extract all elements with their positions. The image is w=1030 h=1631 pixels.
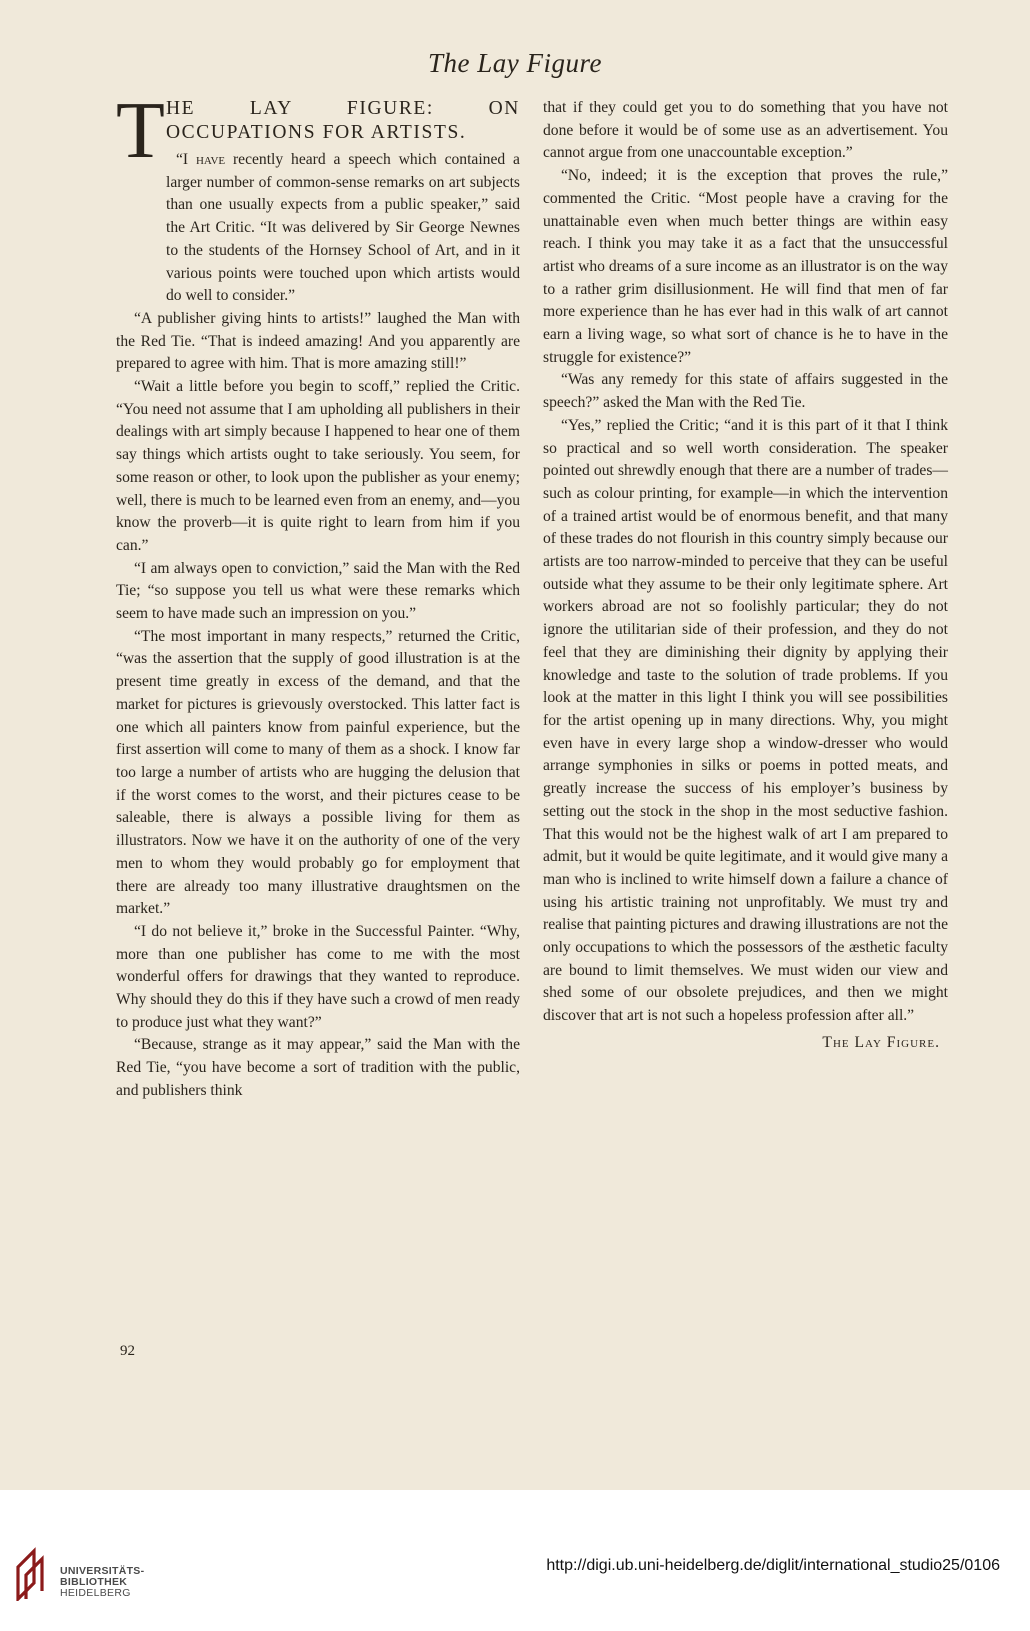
right-column <box>543 97 948 1055</box>
paragraph: “Because, strange as it may appear,” said the Man with the Red Tie, “you have become a sort of tradition with the public, and publishers think <box>116 1036 520 1099</box>
headline-text: HE LAY FIGURE: ON OCCUPATIONS FOR ARTISTS. <box>166 98 520 143</box>
library-line: UNIVERSITÄTS- <box>60 1565 145 1577</box>
drop-cap: T <box>116 87 167 175</box>
paragraph: “The most important in many respects,” returned the Critic, “was the assertion that the supply of good illustration is at the present time greatly in excess of the demand, and that the market for pictures is grievously overstocked. This latter fact is one which all painters know from painful experience, but the first assertion will come to many of them as a shock. I know far too large a number of artists who are hugging the delusion that if the worst comes to the worst, and their pictures cease to be saleable, there is always a possible living for them as illustrators. Now we have it on the authority of one of the very men to whom they would probably go for employment that there are already too many illustrative draughtsmen on the market.” <box>116 627 520 918</box>
first-paragraph-text: recently heard a speech which contained a larger number of common-sense remarks on art subjects than one usually expects from a public speaker,” said the Art Critic. “It was delivered by Sir George Newnes to the students of the Hornsey School of Art, and in it various points were touched upon which artists would do well to consider.” <box>166 151 520 305</box>
paragraph: “Wait a little before you begin to scoff,” replied the Critic. “You need not assume that I am upholding all publishers in their dealings with art simply because I happened to hear one of them say things which artists ought to take seriously. You seem, for some reason or other, to look upon the publisher as your enemy; well, there is much to be learned even from an enemy, and—you know the proverb—it is quite right to learn from him if you can.” <box>116 378 520 554</box>
paragraph-continuation: that if they could get you to do something that you have not done before it would be of some use as an advertisement. You cannot argue from one unaccountable exception.” <box>543 99 948 162</box>
signature: The Lay Figure. <box>822 1033 940 1051</box>
left-column <box>116 87 520 1103</box>
paragraph: “A publisher giving hints to artists!” laughed the Man with the Red Tie. “That is indeed amazing! And you apparently are prepared to agree with him. That is more amazing still!” <box>116 309 520 373</box>
paragraph: “Was any remedy for this state of affairs suggested in the speech?” asked the Man with the Red Tie. <box>543 371 948 412</box>
library-name <box>60 1566 144 1599</box>
library-line: HEIDELBERG <box>60 1587 131 1599</box>
paragraph: “Yes,” replied the Critic; “and it is this part of it that I think so practical and so well worth consideration. The speaker pointed out shrewdly enough that there are a number of trades—such as colour printing, for example—in which the intervention of a trained artist would be of enormous benefit, and that many of these trades do not flourish in this country simply because our artists are too narrow-minded to perceive that they can be useful outside what they assume to be their only legitimate sphere. Art workers abroad are not so foolishly particular; they do not ignore the utilitarian side of their profession, and they do not feel that they are diminishing their dignity by applying their knowledge and taste to the solution of trade problems. If you look at the matter in this light I think you will see possibilities for the artist opening up in many directions. Why, you might even have in every large shop a window-dresser who would arrange symphonies in silks or poems in potted meats, and greatly increase the success of his employer’s business by setting out the stock in the shop in the most seductive fashion. That this would not be the highest walk of art I am prepared to admit, but it would be quite legitimate, and it would give many a man who is inclined to write himself down a failure a chance of using his artistic training not unprofitably. We must try and realise that painting pictures and drawing illustrations are not the only occupations to which the possessors of the æsthetic faculty are bound to limit themselves. We must widen our view and shed some of our obsolete prejudices, and then we might discover that art is not such a hopeless profession after all.” <box>543 416 948 1025</box>
first-paragraph-lead: “I have <box>176 151 226 168</box>
running-head: The Lay Figure <box>428 48 602 78</box>
first-paragraph <box>116 149 520 308</box>
paragraph: “I am always open to conviction,” said the Man with the Red Tie; “so suppose you tell us what were these remarks which seem to have made such an impression on you.” <box>116 559 520 623</box>
ub-heidelberg-logo-icon <box>12 1545 52 1601</box>
library-line: BIBLIOTHEK <box>60 1576 128 1588</box>
source-url-link[interactable]: http://digi.ub.uni-heidelberg.de/diglit/international_studio25/0106 <box>546 1557 1000 1574</box>
paragraph: “I do not believe it,” broke in the Successful Painter. “Why, more than one publisher has come to me with the most wonderful offers for drawings that they wanted to reproduce. Why should they do this if they have such a crowd of men ready to produce just what they want?” <box>116 922 520 1031</box>
paragraph: “No, indeed; it is the exception that proves the rule,” commented the Critic. “Most people have a craving for the unattainable even when much better things are within easy reach. I think you may take it as a fact that the unsuccessful artist who dreams of a sure income as an illustrator is on the way to a rather grim disillusionment. He will find that men of far more experience than he has ever had in this walk of art cannot earn a living wage, so what sort of chance is he to have in the struggle for existence?” <box>543 167 948 366</box>
page-number: 92 <box>120 1343 135 1359</box>
